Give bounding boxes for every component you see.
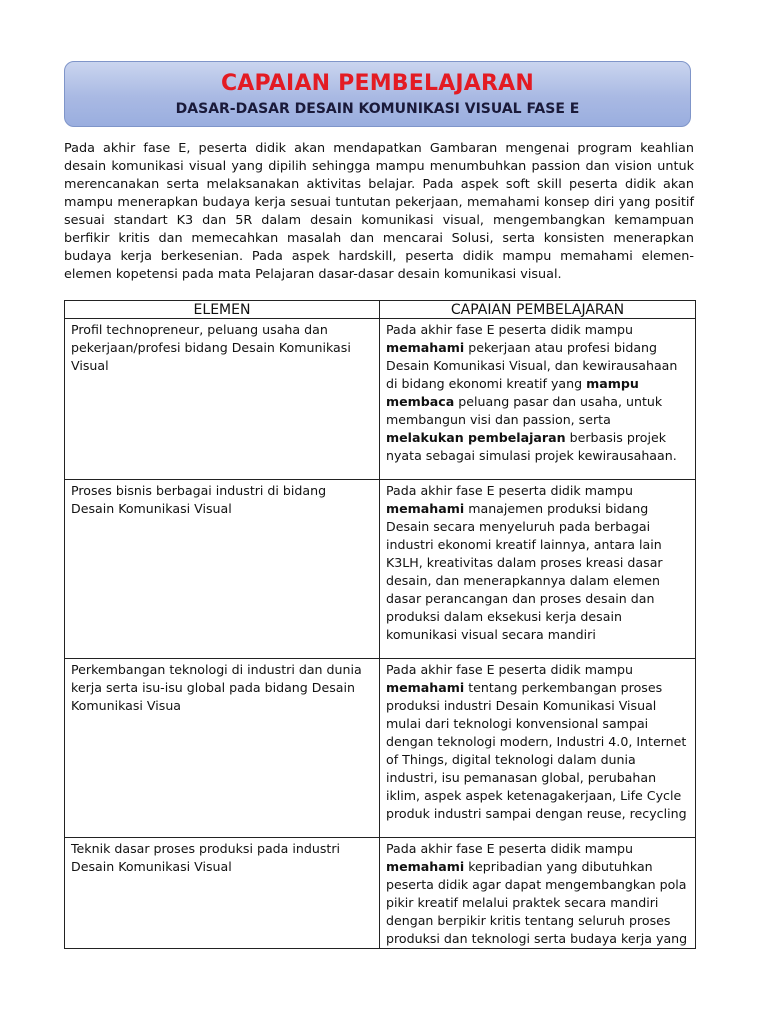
capaian-cell	[380, 480, 696, 659]
header-capaian: CAPAIAN PEMBELAJARAN	[380, 301, 696, 319]
elemen-cell: Proses bisnis berbagai industri di bidang Desain Komunikasi Visual	[65, 480, 380, 659]
cp-text: tentang perkembangan proses produksi industri Desain Komunikasi Visual mulai dari teknologi konvensional sampai dengan teknologi modern, Industri 4.0, Internet of Things, digital teknologi dalam dunia industri, isu pemanasan global, perubahan iklim, aspek aspek ketenagakerjaan, Life Cycle produk industri sampai dengan reuse, recycling	[386, 680, 687, 821]
elemen-cell: Profil technopreneur, peluang usaha dan pekerjaan/profesi bidang Desain Komunikasi Visual	[65, 319, 380, 480]
capaian-cell	[380, 659, 696, 838]
cp-keyword: melakukan pembelajaran	[386, 430, 566, 445]
table-row	[65, 480, 696, 659]
page-subtitle: DASAR-DASAR DESAIN KOMUNIKASI VISUAL FASE E	[175, 101, 580, 117]
cp-text: Pada akhir fase E peserta didik mampu	[386, 662, 633, 677]
cp-text: manajemen produksi bidang Desain secara menyeluruh pada berbagai industri ekonomi kreatif lainnya, antara lain K3LH, kreativitas dalam proses kreasi dasar desain, dan menerapkannya dalam elemen dasar perancangan dan proses desain dan produksi dalam eksekusi kerja desain komunikasi visual secara mandiri	[386, 501, 663, 642]
elemen-cell: Perkembangan teknologi di industri dan dunia kerja serta isu-isu global pada bidang Desain Komunikasi Visua	[65, 659, 380, 838]
table-row	[65, 319, 696, 480]
cp-text: peluang pasar dan usaha, untuk membangun visi dan passion, serta	[386, 394, 663, 427]
cp-keyword: memahami	[386, 501, 465, 516]
cp-text: Pada akhir fase E peserta didik mampu	[386, 483, 633, 498]
cp-keyword: memahami	[386, 859, 465, 874]
intro-paragraph: Pada akhir fase E, peserta didik akan mendapatkan Gambaran mengenai program keahlian desain komunikasi visual yang dipilih sehingga mampu menumbuhkan passion dan vision untuk merencanakan serta melaksanakan aktivitas belajar. Pada aspek soft skill peserta didik akan mampu menerapkan budaya kerja sesuai tuntutan pekerjaan, memahami konsep diri yang positif sesuai standart K3 dan 5R dalam desain komunikasi visual, mengembangkan kemampuan berfikir kritis dan memecahkan masalah dan mencarai Solusi, serta konsisten menerapkan budaya kerja berkesenian. Pada aspek hardskill, peserta didik mampu memahami elemen-elemen kopetensi pada mata Pelajaran dasar-dasar desain komunikasi visual.	[64, 141, 694, 282]
cp-text: kepribadian yang dibutuhkan peserta didik agar dapat mengembangkan pola pikir kreatif melalui praktek secara mandiri dengan berpikir kritis tentang seluruh proses produksi dan teknologi serta budaya kerja yang	[386, 859, 688, 946]
elemen-cell: Teknik dasar proses produksi pada industri Desain Komunikasi Visual	[65, 838, 380, 949]
table-header-row	[65, 301, 696, 319]
cp-text: berbasis projek nyata sebagai simulasi projek kewirausahaan.	[386, 430, 677, 463]
cp-text: Pada akhir fase E peserta didik mampu	[386, 841, 633, 856]
table-row	[65, 659, 696, 838]
cp-keyword: memahami	[386, 340, 465, 355]
title-banner	[64, 61, 691, 127]
cp-text: pekerjaan atau profesi bidang Desain Komunikasi Visual, dan kewirausahaan di bidang ekonomi kreatif yang	[386, 340, 678, 391]
cp-keyword: memahami	[386, 680, 465, 695]
table-row	[65, 838, 696, 949]
capaian-table	[64, 300, 696, 949]
header-elemen: ELEMEN	[65, 301, 380, 319]
cp-text: Pada akhir fase E peserta didik mampu	[386, 322, 633, 337]
cp-keyword: mampu membaca	[386, 376, 639, 409]
capaian-cell	[380, 319, 696, 480]
capaian-cell	[380, 838, 696, 949]
page-title: CAPAIAN PEMBELAJARAN	[220, 71, 535, 96]
